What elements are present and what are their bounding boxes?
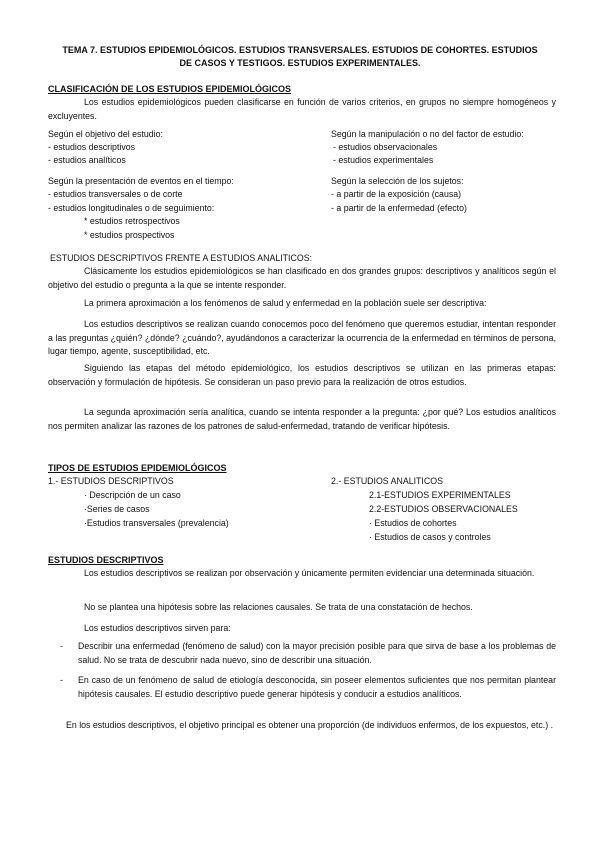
criterion-item: - a partir de la enfermedad (efecto) (331, 203, 467, 213)
tipos-item: ·Estudios transversales (prevalencia) (84, 518, 229, 528)
descriptivos-paragraph-4: En los estudios descriptivos, el objetivo principal es obtener una proporción (de individuos enfermos, de los expuestos, etc.) . (66, 720, 554, 730)
descriptivos-paragraph-1: Los estudios descriptivos se realizan por observación y únicamente permiten evidenciar una determinada situación. (84, 568, 535, 578)
frente-paragraph-1: Clásicamente los estudios epidemiológicos se han clasificado en dos grandes grupos: descriptivos y analíticos según el objetivo del estudio o pregunta a la que se intente responder. (48, 266, 556, 290)
tipos-item: 2.1-ESTUDIOS EXPERIMENTALES (369, 490, 511, 500)
criterion-seleccion-heading: Según la selección de los sujetos: (331, 176, 464, 186)
criterion-subitem: * estudios retrospectivos (84, 216, 180, 226)
section-heading-descriptivos: ESTUDIOS DESCRIPTIVOS (48, 555, 164, 565)
list-item (60, 640, 556, 667)
list-item-text: Describir una enfermedad (fenómeno de salud) con la mayor precisión posible para que sirva de base a los problemas de salud. No se trata de descubrir nada nuevo, sino de describir una situación. (78, 641, 556, 665)
section-heading-frente: ESTUDIOS DESCRIPTIVOS FRENTE A ESTUDIOS ANALITICOS: (50, 253, 313, 263)
frente-paragraph-4: Siguiendo las etapas del método epidemiológico, los estudios descriptivos se utilizan en las primeras etapas: observación y formulación de hipótesis. Se consideran un paso previo para la realización de otros estudios. (48, 363, 556, 387)
frente-paragraph-5: La segunda aproximación sería analítica, cuando se intenta responder a la pregunta: ¿por qué? Los estudios analíticos nos permiten analizar las razones de los patrones de salud-enfermedad, tratando de verificar hipótesis. (48, 407, 556, 431)
descriptivos-paragraph-3: Los estudios descriptivos sirven para: (84, 623, 231, 633)
section-heading-clasificacion: CLASIFICACIÓN DE LOS ESTUDIOS EPIDEMIOLÓGICOS (48, 84, 292, 94)
list-item-text: En caso de un fenómeno de salud de etiología desconocida, sin poseer elementos suficientes que nos permitan plantear hipótesis causales. El estudio descriptivo puede generar hipótesis y conducir a estudios analíticos. (78, 675, 556, 699)
title-line-1: TEMA 7. ESTUDIOS EPIDEMIOLÓGICOS. ESTUDIOS TRANSVERSALES. ESTUDIOS DE COHORTES. ESTUDIOS (62, 45, 538, 55)
title-line-2: DE CASOS Y TESTIGOS. ESTUDIOS EXPERIMENTALES. (179, 58, 421, 68)
criterion-item: - estudios analíticos (48, 155, 126, 165)
tipos-item: 2.2-ESTUDIOS OBSERVACIONALES (369, 504, 518, 514)
criterion-objetivo-heading: Según el objetivo del estudio: (48, 129, 163, 139)
criterion-subitem: * estudios prospectivos (84, 230, 175, 240)
dash-bullet: - (60, 675, 63, 685)
criterion-item: - estudios experimentales (333, 155, 434, 165)
document-title (60, 44, 540, 70)
descriptivos-paragraph-2: No se plantea una hipótesis sobre las relaciones causales. Se trata de una constatación de hechos. (84, 602, 473, 612)
tipos-analiticos-heading: 2.- ESTUDIOS ANALITICOS (331, 476, 443, 486)
criterion-item: - estudios descriptivos (48, 142, 136, 152)
dash-bullet: - (60, 641, 63, 651)
frente-paragraph-3: Los estudios descriptivos se realizan cuando conocemos poco del fenómeno que queremos estudiar, intentan responder a las preguntas ¿quién? ¿dónde? ¿cuándo?, ayudándonos a caracterizar la ocurrencia de la enfermedad en términos de persona, lugar tiempo, agente, susceptibilidad, etc. (48, 319, 556, 356)
criterion-item: - a partir de la exposición (causa) (331, 189, 462, 199)
tipos-descriptivos-heading: 1.- ESTUDIOS DESCRIPTIVOS (48, 476, 174, 486)
criterion-tiempo-heading: Según la presentación de eventos en el tiempo: (48, 176, 234, 186)
tipos-item: · Estudios de casos y controles (369, 532, 491, 542)
tipos-item: · Descripción de un caso (84, 490, 181, 500)
clasificacion-intro: Los estudios epidemiológicos pueden clasificarse en función de varios criterios, en grupos no siempre homogéneos y excluyentes. (48, 97, 556, 121)
criterion-manipulacion-heading: Según la manipulación o no del factor de estudio: (331, 129, 524, 139)
frente-paragraph-2: La primera aproximación a los fenómenos de salud y enfermedad en la población suele ser descriptiva: (84, 298, 487, 308)
tipos-item: · Estudios de cohortes (369, 518, 457, 528)
criterion-item: - estudios longitudinales o de seguimiento: (48, 203, 215, 213)
criterion-item: - estudios transversales o de corte (48, 189, 183, 199)
tipos-item: ·Series de casos (84, 504, 150, 514)
list-item (60, 674, 556, 701)
criterion-item: - estudios observacionales (333, 142, 438, 152)
section-heading-tipos: TIPOS DE ESTUDIOS EPIDEMIOLÓGICOS (48, 463, 227, 473)
